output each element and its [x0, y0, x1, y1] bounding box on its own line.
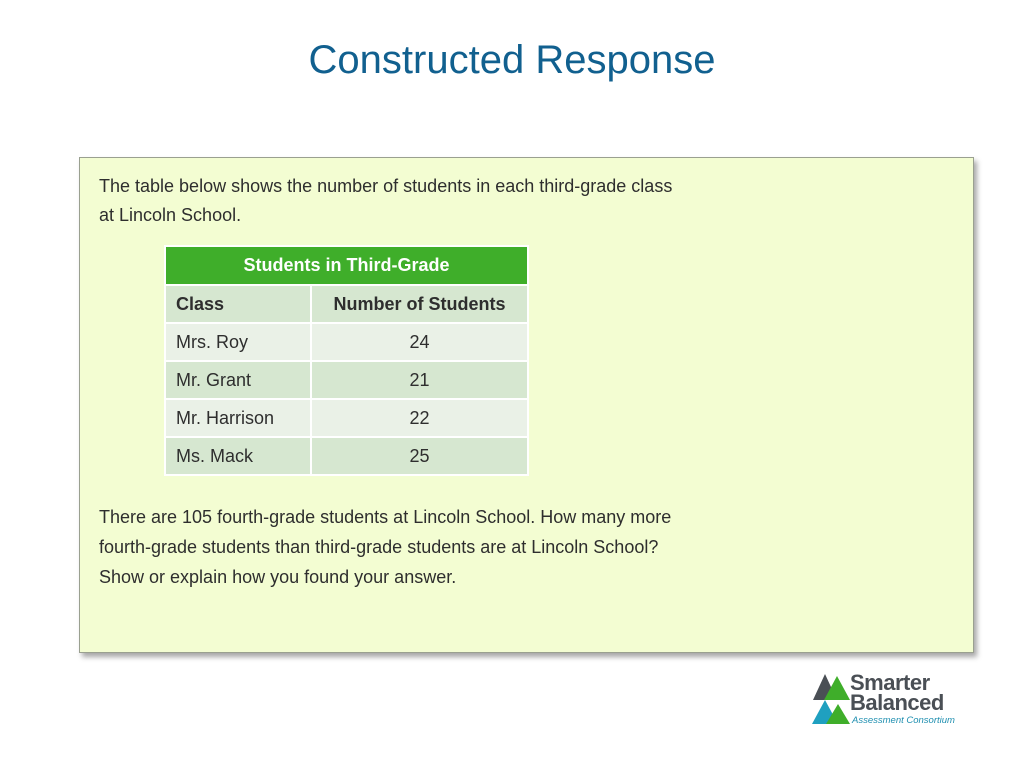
- student-count-cell: 21: [311, 361, 528, 399]
- class-name-cell: Mrs. Roy: [165, 323, 311, 361]
- class-name-cell: Mr. Harrison: [165, 399, 311, 437]
- intro-line-2: at Lincoln School.: [99, 205, 242, 225]
- table-row: [165, 399, 528, 437]
- table-row: [165, 323, 528, 361]
- student-count-cell: 25: [311, 437, 528, 475]
- question-box: [79, 157, 974, 653]
- students-table: [164, 245, 529, 476]
- logo-triangles-icon: [810, 670, 854, 726]
- prompt-line-2: fourth-grade students than third-grade students are at Lincoln School?: [99, 537, 659, 557]
- smarter-balanced-logo: [810, 670, 980, 730]
- logo-word-balanced: Balanced: [850, 690, 944, 715]
- table-title: Students in Third-Grade: [165, 246, 528, 285]
- student-count-cell: 22: [311, 399, 528, 437]
- logo-word-smarter: Smarter: [850, 670, 930, 695]
- prompt-line-1: There are 105 fourth-grade students at Lincoln School. How many more: [99, 507, 672, 527]
- student-count-cell: 24: [311, 323, 528, 361]
- intro-text: [99, 172, 819, 230]
- intro-line-1: The table below shows the number of students in each third-grade class: [99, 176, 673, 196]
- column-header-class: Class: [165, 285, 311, 323]
- question-prompt: [99, 502, 819, 592]
- prompt-line-3: Show or explain how you found your answer.: [99, 567, 457, 587]
- slide-title: Constructed Response: [308, 38, 716, 82]
- table-row: [165, 361, 528, 399]
- table-row: [165, 437, 528, 475]
- class-name-cell: Mr. Grant: [165, 361, 311, 399]
- column-header-count: Number of Students: [311, 285, 528, 323]
- class-name-cell: Ms. Mack: [165, 437, 311, 475]
- logo-tagline: Assessment Consortium: [852, 715, 955, 726]
